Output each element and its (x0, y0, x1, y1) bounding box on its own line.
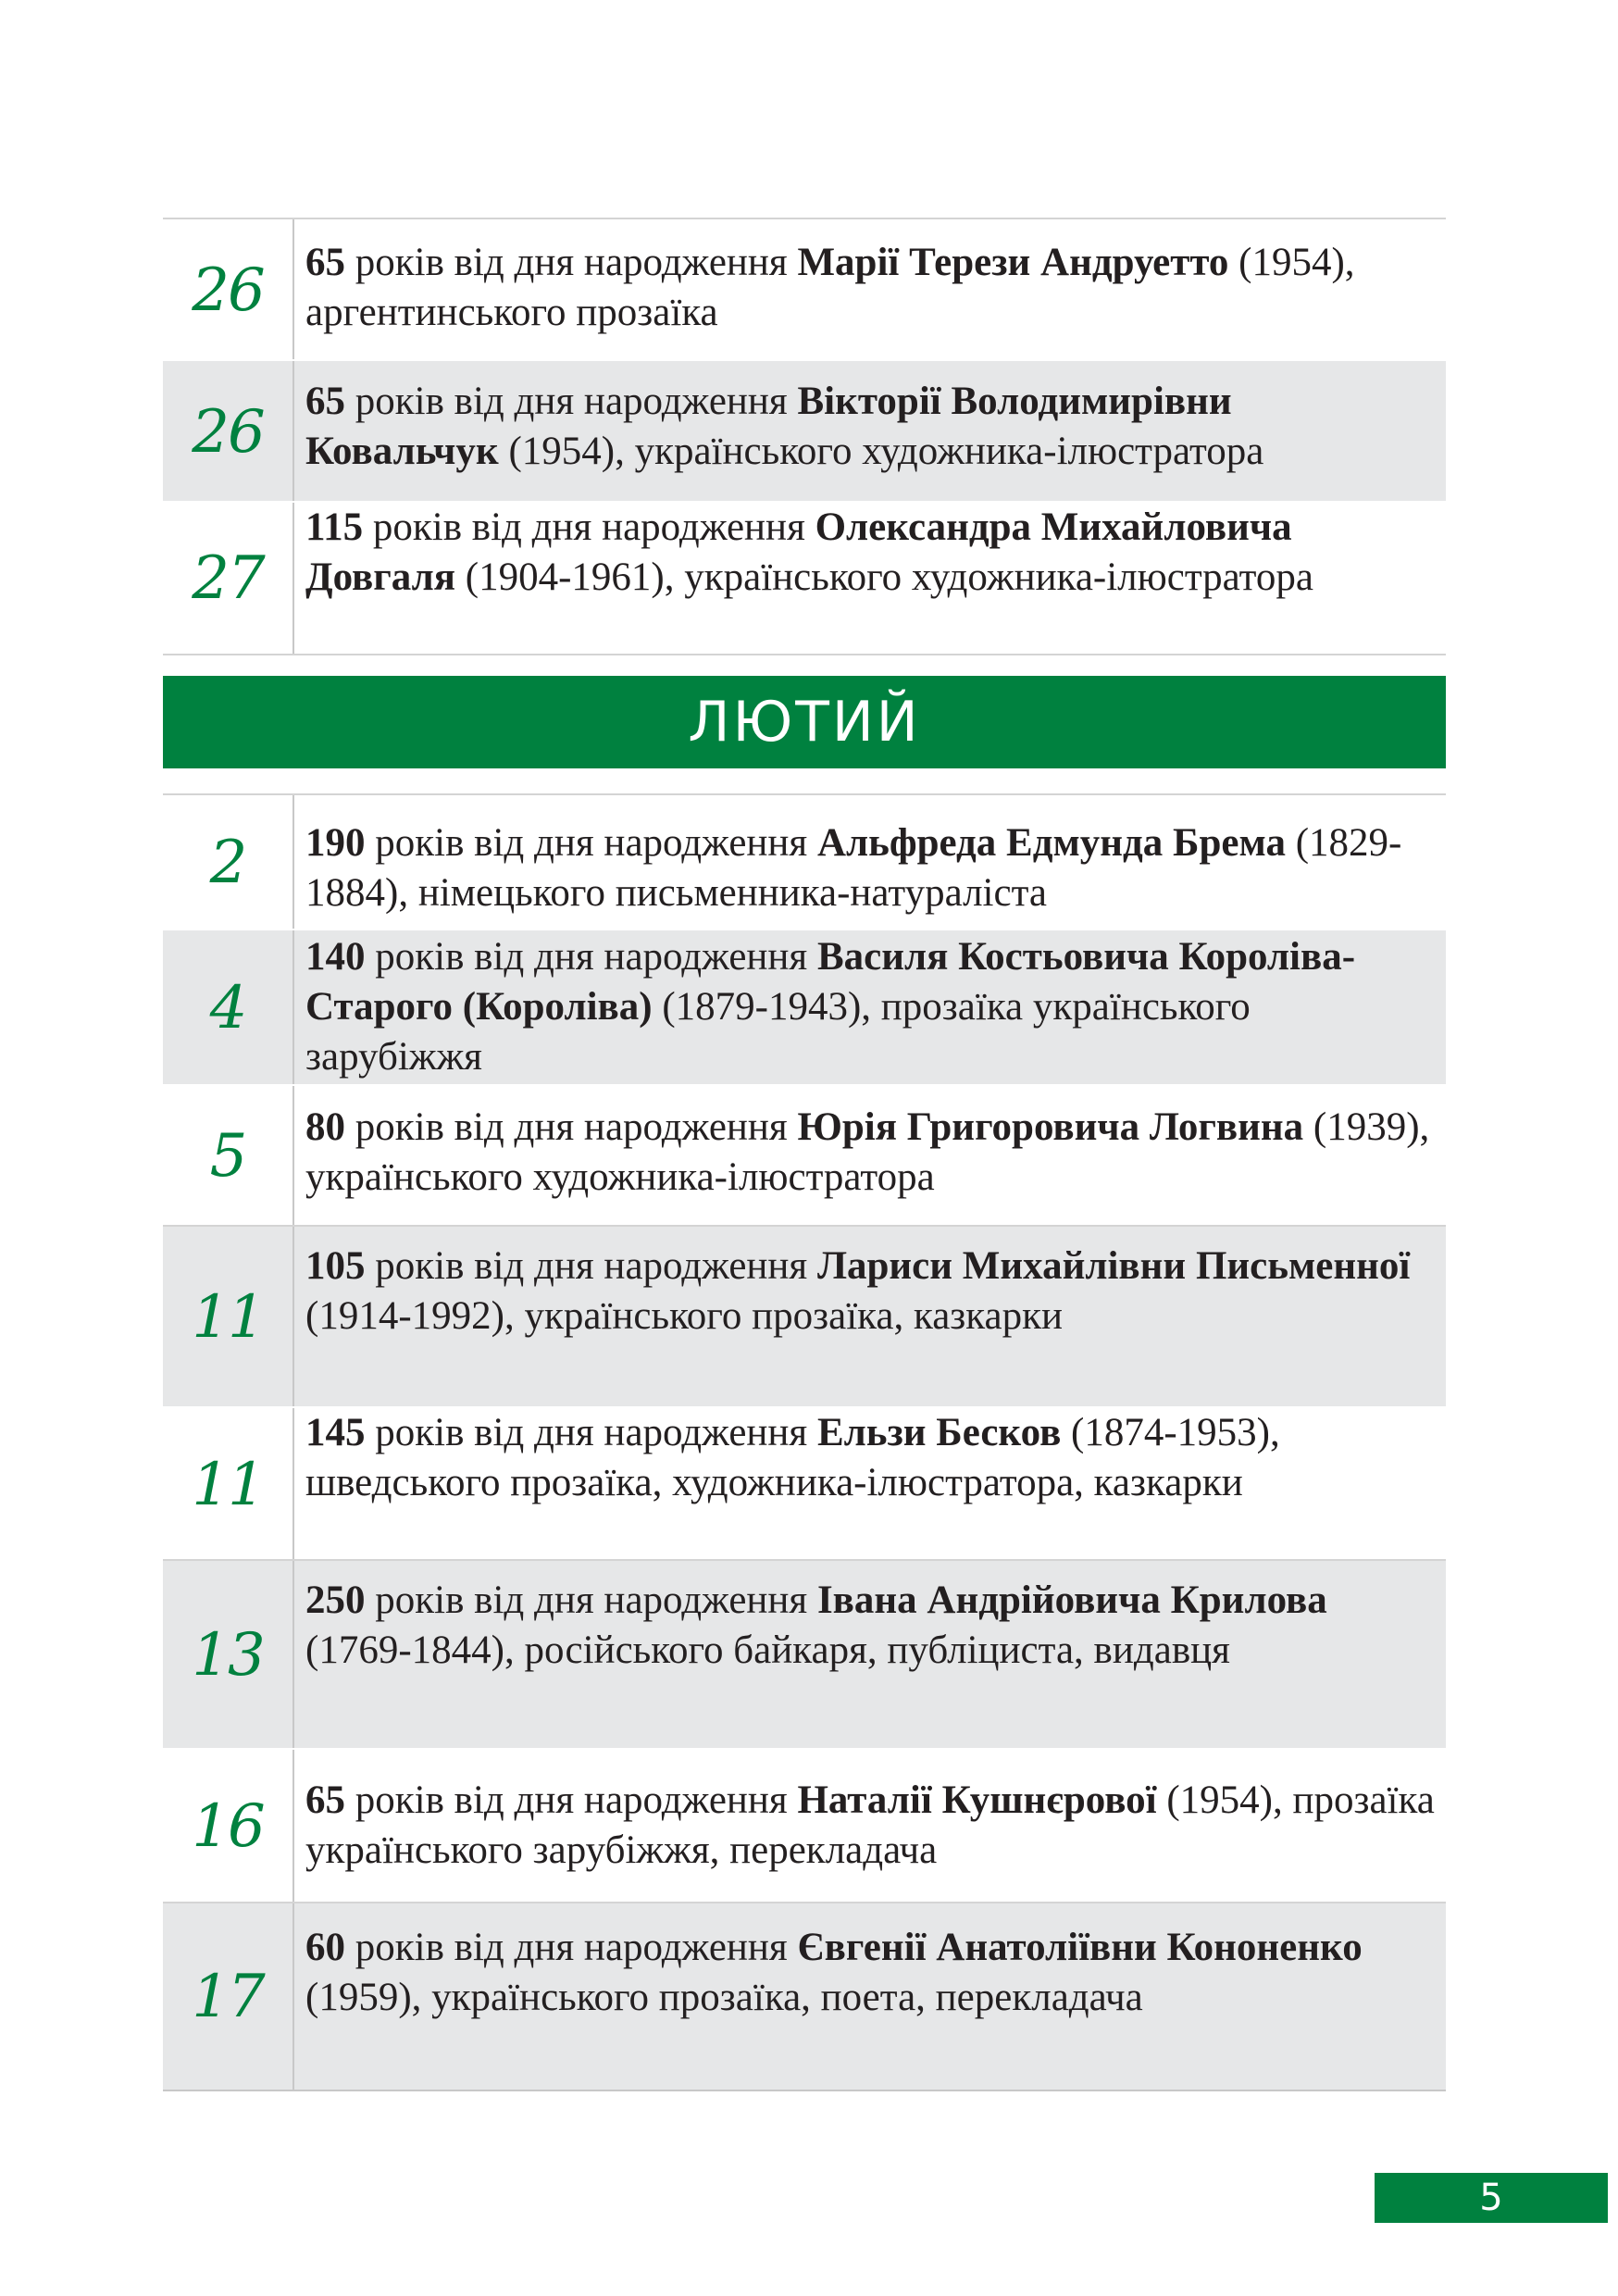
day-number: 26 (192, 397, 264, 467)
day-number: 11 (192, 1450, 264, 1519)
day-number: 2 (209, 829, 246, 897)
person-name: Вікторії Володимирівни Ковальчук (305, 380, 1232, 473)
entry-details: (1954), аргентинського прозаїка (305, 241, 1355, 334)
entry-lead: років від дня народження (365, 1578, 817, 1622)
entry-details: (1879-1943), прозаїка українського зарубіжжя (305, 985, 1251, 1079)
years-count: 80 (305, 1105, 345, 1149)
years-count: 145 (305, 1411, 366, 1454)
column-divider (292, 1086, 294, 1227)
entry-text (305, 1923, 1435, 2023)
table-row (163, 1561, 1446, 1750)
entry-text (305, 1408, 1435, 1508)
person-name: Наталії Кушнєрової (797, 1778, 1157, 1822)
person-name: Василя Костьовича Короліва-Старого (Короліва) (305, 935, 1356, 1029)
column-divider (292, 503, 294, 654)
column-divider (292, 795, 294, 930)
years-count: 65 (305, 1778, 345, 1822)
entry-text (305, 1576, 1435, 1676)
table-row (163, 503, 1446, 655)
table-row (163, 1750, 1446, 1903)
entry-details: (1954), українського художника-ілюстратора (498, 430, 1264, 473)
day-number: 17 (192, 1962, 264, 2031)
entry-details: (1874-1953), шведського прозаїка, художника-ілюстратора, казкарки (305, 1411, 1280, 1504)
entry-lead: років від дня народження (345, 1926, 798, 1969)
entry-details: (1904-1961), українського художника-ілюстратора (455, 555, 1313, 599)
years-count: 140 (305, 935, 366, 979)
person-name: Олександра Михайловича Довгаля (305, 505, 1292, 599)
table-row (163, 1408, 1446, 1561)
entry-lead: років від дня народження (365, 821, 817, 865)
entry-lead: років від дня народження (365, 1411, 817, 1454)
years-count: 60 (305, 1926, 345, 1969)
page-number: 5 (1375, 2173, 1608, 2223)
entry-lead: років від дня народження (345, 1105, 798, 1149)
person-name: Альфреда Едмунда Брема (816, 821, 1286, 865)
person-name: Юрія Григоровича Логвина (797, 1105, 1304, 1149)
entry-details: (1939), українського художника-ілюстратора (305, 1105, 1430, 1199)
day-number: 13 (192, 1621, 264, 1690)
column-divider (292, 1561, 294, 1750)
entry-lead: років від дня народження (345, 1778, 798, 1822)
entry-lead: років від дня народження (365, 935, 817, 979)
person-name: Івана Андрійовича Крилова (816, 1578, 1327, 1622)
entry-details: (1959), українського прозаїка, поета, перекладача (305, 1976, 1143, 2019)
person-name: Євгенії Анатоліївни Кононенко (797, 1926, 1363, 1969)
table-row (163, 361, 1446, 503)
entry-text (305, 238, 1435, 338)
table-row (163, 793, 1446, 930)
entry-text (305, 932, 1435, 1082)
entry-text (305, 503, 1435, 603)
person-name: Лариси Михайлівни Письменної (816, 1244, 1411, 1288)
years-count: 65 (305, 241, 345, 284)
entry-text (305, 1103, 1435, 1203)
column-divider (292, 930, 294, 1086)
entry-text (305, 1776, 1435, 1876)
day-number: 11 (192, 1283, 264, 1352)
column-divider (292, 1750, 294, 1903)
column-divider (292, 1903, 294, 2090)
years-count: 190 (305, 821, 366, 865)
years-count: 250 (305, 1578, 366, 1622)
day-number: 16 (192, 1792, 264, 1861)
entry-lead: років від дня народження (345, 380, 798, 423)
table-row (163, 1227, 1446, 1408)
day-number: 4 (209, 974, 246, 1042)
entry-lead: років від дня народження (365, 1244, 817, 1288)
column-divider (292, 1408, 294, 1561)
years-count: 105 (305, 1244, 366, 1288)
entry-details: (1829-1884), німецького письменника-натураліста (305, 821, 1402, 915)
entry-details: (1769-1844), російського байкаря, публіциста, видавця (305, 1628, 1230, 1672)
entry-text (305, 377, 1435, 477)
month-header: ЛЮТИЙ (163, 676, 1446, 768)
entry-text (305, 818, 1435, 918)
person-name: Ельзи Бесков (816, 1411, 1062, 1454)
table-row (163, 218, 1446, 361)
table-row (163, 930, 1446, 1086)
table-row (163, 1903, 1446, 2091)
entry-details: (1914-1992), українського прозаїка, казкарки (305, 1294, 1064, 1338)
years-count: 65 (305, 380, 345, 423)
day-number: 5 (209, 1122, 246, 1191)
column-divider (292, 219, 294, 361)
person-name: Марії Терези Андруетто (797, 241, 1229, 284)
day-number: 26 (192, 256, 264, 325)
entry-details: (1954), прозаїка українського зарубіжжя, перекладача (305, 1778, 1435, 1872)
entry-lead: років від дня народження (345, 241, 798, 284)
table-row (163, 1086, 1446, 1227)
entry-lead: років від дня народження (363, 505, 815, 549)
column-divider (292, 1227, 294, 1408)
entry-text (305, 1242, 1435, 1341)
day-number: 27 (192, 543, 264, 613)
years-count: 115 (305, 505, 364, 549)
column-divider (292, 361, 294, 503)
